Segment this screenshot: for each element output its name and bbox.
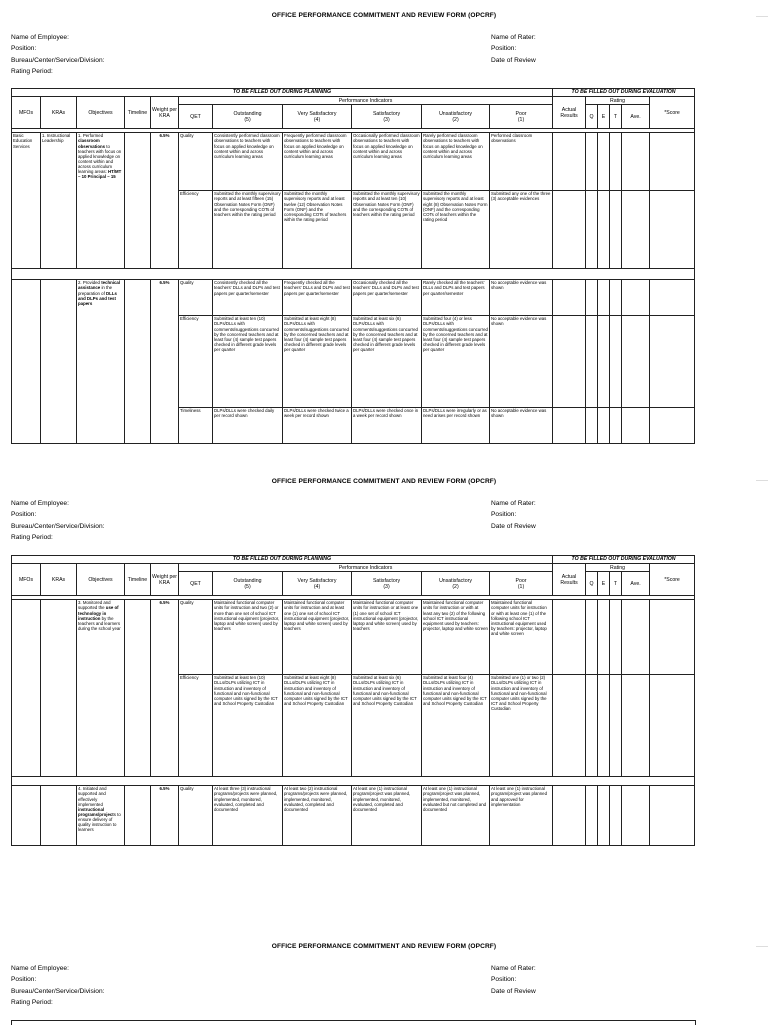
weight-cell: 6.5% bbox=[151, 600, 179, 777]
indicator-cell: Maintained functional computer units for instruction or with at least one (1) of the following school ICT instructional equipment used by teachers: projector, laptop and white screen bbox=[490, 600, 553, 675]
table-row bbox=[12, 280, 695, 316]
rating-header: Rating bbox=[586, 564, 650, 572]
planning-header: TO BE FILLED OUT DURING PLANNING bbox=[12, 556, 553, 564]
indicator-cell: Maintained functional computer units for instruction or at least one (1) one set of school ICT instructional equipment (projector, laptop and white screen) used by teachers bbox=[352, 600, 422, 675]
indicator-cell: Submitted at least six (6) DLLs/DLPs utilizing ICT in instruction and inventory of functional and non-functional computer units signed by the ICT and School Property Custodian bbox=[352, 675, 422, 777]
indicator-cell: Submitted any one of the three (3) acceptable evidences bbox=[490, 191, 553, 269]
rater-position-label: Position: bbox=[491, 976, 517, 984]
position-label: Position: bbox=[11, 511, 37, 519]
performance-indicators-header: Performance Indicators bbox=[179, 97, 553, 105]
indicator-cell: Consistently checked all the teachers' DLLs and DLPs and test papers per quarter/semester bbox=[213, 280, 283, 316]
page-edge-mark bbox=[756, 480, 768, 481]
table-row bbox=[12, 786, 695, 846]
indicator-cell: Maintained functional computer units for instruction and two (2) or more than one set of school ICT instructional equipment (projector, laptop and white screen) used by teachers bbox=[213, 600, 283, 675]
objectives-header: Objectives bbox=[77, 97, 125, 129]
qet-label: Efficiency bbox=[179, 675, 213, 777]
satisfactory-header: Satisfactory (3) bbox=[352, 105, 422, 129]
rater-position-label: Position: bbox=[491, 45, 517, 53]
qet-label: Quality bbox=[179, 600, 213, 675]
timeline-header: Timeline bbox=[125, 97, 151, 129]
poor-header: Poor (1) bbox=[490, 572, 553, 596]
rating-period-label: Rating Period: bbox=[11, 533, 53, 541]
indicator-cell: Consistently performed classroom observations to teachers with focus on applied knowledge on content within and across curriculum learning areas bbox=[213, 133, 283, 191]
table-row bbox=[12, 133, 695, 191]
objective-cell: 4. Initiated and supported and effectively implemented instructional programs/projects to ensure delivery of quality instruction to learners bbox=[77, 786, 125, 846]
indicator-cell: At least one (1) instructional program/project was planned and approved for implementation bbox=[490, 786, 553, 846]
weight-cell: 6.5% bbox=[151, 786, 179, 846]
rater-position-label: Position: bbox=[491, 511, 517, 519]
indicator-cell: Occasionally checked all the teachers' DLLs and DLPs and test papers per quarter/semester bbox=[352, 280, 422, 316]
employee-info-left bbox=[11, 963, 104, 1008]
outstanding-header: Outstanding (5) bbox=[213, 572, 283, 596]
form-title: OFFICE PERFORMANCE COMMITMENT AND REVIEW FORM (OPCRF) bbox=[271, 12, 497, 19]
mfos-header: MFOs bbox=[12, 97, 41, 129]
employee-name-label: Name of Employee: bbox=[11, 965, 69, 972]
indicator-cell: Frequently performed classroom observations to teachers with focus on applied knowledge on content within and across curriculum learning areas bbox=[283, 133, 352, 191]
indicator-cell: Submitted at least ten (10) DLLs/DLPs utilizing ICT in instruction and inventory of functional and non-functional computer units signed by the ICT and School Property Custodian bbox=[213, 675, 283, 777]
rater-info-right bbox=[491, 32, 536, 66]
qet-label: Quality bbox=[179, 280, 213, 316]
weight-cell: 6.5% bbox=[151, 133, 179, 269]
objective-cell: 3. Monitored and supported the use of technology in instruction by the teachers and learners during the school year bbox=[77, 600, 125, 777]
kras-header: KRAs bbox=[41, 564, 77, 596]
indicator-cell: Submitted one (1) or two (2) DLLs/DLPs utilizing ICT in instruction and inventory of functional and non-functional computer units signed by the ICT and School Property Custodian bbox=[490, 675, 553, 777]
performance-indicators-header: Performance Indicators bbox=[179, 564, 553, 572]
actual-results-header: Actual Results bbox=[553, 564, 586, 596]
employee-info-left bbox=[11, 498, 104, 543]
indicator-cell: Rarely checked all the teachers' DLLs and DLPs and test papers per quarter/semester bbox=[422, 280, 490, 316]
weight-header: Weight per KRA bbox=[151, 97, 179, 129]
position-label: Position: bbox=[11, 976, 37, 984]
indicator-cell: No acceptable evidence was shown bbox=[490, 408, 553, 444]
evaluation-header: TO BE FILLED OUT DURING EVALUATION bbox=[553, 89, 695, 97]
indicator-cell: Submitted the monthly supervisory reports and at least ten (10) Observation Notes Form (ONF) and the corresponding COTs of teachers within the rating period bbox=[352, 191, 422, 269]
indicator-cell: Submitted at least four (4) DLLs/DLPs utilizing ICT in instruction and inventory of functional and non-functional computer units signed by the ICT and School Property Custodian bbox=[422, 675, 490, 777]
employee-name-label: Name of Employee: bbox=[11, 34, 69, 41]
indicator-cell: Rarely performed classroom observations to teachers with focus on applied knowledge on content within and across curriculum learning areas bbox=[422, 133, 490, 191]
unsatisfactory-header: Unsatisfactory (2) bbox=[422, 105, 490, 129]
indicator-cell: Maintained functional computer units for instruction and at least one (1) one set of school ICT instructional equipment (projector, laptop and white screen) used by teachers bbox=[283, 600, 352, 675]
page-edge-mark bbox=[756, 946, 768, 947]
rater-info-right bbox=[491, 963, 536, 997]
indicator-cell: DLPs/DLLs were checked daily per record shown bbox=[213, 408, 283, 444]
kras-header: KRAs bbox=[41, 97, 77, 129]
qet-header: QET bbox=[179, 105, 213, 129]
indicator-cell: Submitted at least eight (8) DLPs/DLLs with comments/suggestions concurred by the concerned teachers and at least four (4) sample test papers checked in different grade levels per quarter bbox=[283, 316, 352, 408]
rater-name-label: Name of Rater: bbox=[491, 34, 536, 41]
score-header: *Score bbox=[650, 564, 695, 596]
bureau-label: Bureau/Center/Service/Division: bbox=[11, 987, 105, 995]
date-of-review-label: Date of Review bbox=[491, 987, 536, 995]
qet-label: Timeliness bbox=[179, 408, 213, 444]
form-title: OFFICE PERFORMANCE COMMITMENT AND REVIEW FORM (OPCRF) bbox=[271, 943, 497, 950]
ave-header: Ave. bbox=[622, 572, 650, 596]
qet-label: Efficiency bbox=[179, 191, 213, 269]
table-top-edge bbox=[11, 1020, 696, 1025]
score-header: *Score bbox=[650, 97, 695, 129]
e-header: E bbox=[598, 572, 610, 596]
indicator-cell: DLPs/DLLs were checked once in a week per record shown bbox=[352, 408, 422, 444]
indicator-cell: Occasionally performed classroom observations to teachers with focus on applied knowledge on content within and across curriculum learning areas bbox=[352, 133, 422, 191]
indicator-cell: Submitted the monthly supervisory reports and at least twelve (12) Observation Notes Form (ONF) and the corresponding COTs of teachers within the rating period bbox=[283, 191, 352, 269]
weight-header: Weight per KRA bbox=[151, 564, 179, 596]
indicator-cell: At least one (1) instructional program/project was planned, implemented, monitored, evaluated, completed and documented bbox=[352, 786, 422, 846]
date-of-review-label: Date of Review bbox=[491, 522, 536, 530]
qet-header: QET bbox=[179, 572, 213, 596]
rating-period-label: Rating Period: bbox=[11, 67, 53, 75]
kra-cell: 1. Instructional Leadership bbox=[41, 133, 77, 269]
indicator-cell: No acceptable evidence was shown bbox=[490, 280, 553, 316]
objective-cell: 1. Performed classroom observations to teachers with focus on applied knowledge on content within and across curriculum learning areas: HT/MT – 10 Principal – 15 bbox=[77, 133, 125, 269]
indicator-cell: At least one (1) instructional program/project was planned, implemented, monitored, evaluated but not completed and documented bbox=[422, 786, 490, 846]
indicator-cell: DLPs/DLLs were irregularly or as need arises per record shown bbox=[422, 408, 490, 444]
indicator-cell: Frequently checked all the teachers' DLLs and DLPs and test papers per quarter/semester bbox=[283, 280, 352, 316]
opcrf-table-page2 bbox=[11, 555, 695, 846]
bureau-label: Bureau/Center/Service/Division: bbox=[11, 56, 105, 64]
indicator-cell: Submitted the monthly supervisory reports and at least fifteen (15) Observation Notes Form (ONF) and the corresponding COTs of teachers within the rating period bbox=[213, 191, 283, 269]
opcrf-table-page1 bbox=[11, 88, 695, 444]
rating-header: Rating bbox=[586, 97, 650, 105]
table-row bbox=[12, 600, 695, 675]
indicator-cell: DLPs/DLLs were checked twice a week per record shown bbox=[283, 408, 352, 444]
indicator-cell: Performed classroom observations bbox=[490, 133, 553, 191]
objectives-header: Objectives bbox=[77, 564, 125, 596]
q-header: Q bbox=[586, 572, 598, 596]
rater-info-right bbox=[491, 498, 536, 532]
qet-label: Quality bbox=[179, 786, 213, 846]
page-edge-mark bbox=[756, 16, 768, 17]
date-of-review-label: Date of Review bbox=[491, 56, 536, 64]
bureau-label: Bureau/Center/Service/Division: bbox=[11, 522, 105, 530]
indicator-cell: At least two (2) instructional programs/projects were planned, implemented, monitored, evaluated, completed and documented bbox=[283, 786, 352, 846]
e-header: E bbox=[598, 105, 610, 129]
weight-cell: 6.5% bbox=[151, 280, 179, 444]
indicator-cell: No acceptable evidence was shown bbox=[490, 316, 553, 408]
poor-header: Poor (1) bbox=[490, 105, 553, 129]
rater-name-label: Name of Rater: bbox=[491, 965, 536, 972]
planning-header: TO BE FILLED OUT DURING PLANNING bbox=[12, 89, 553, 97]
indicator-cell: Maintained functional computer units for instruction or with at least any two (2) of the following school ICT instructional equipment used by teachers: projector, laptop and white screen bbox=[422, 600, 490, 675]
form-title: OFFICE PERFORMANCE COMMITMENT AND REVIEW FORM (OPCRF) bbox=[271, 478, 497, 485]
t-header: T bbox=[610, 105, 622, 129]
indicator-cell: Submitted at least ten (10) DLPs/DLLs with comments/suggestions concurred by the concerned teachers and at least four (4) sample test papers checked in different grade levels per quarter bbox=[213, 316, 283, 408]
timeline-header: Timeline bbox=[125, 564, 151, 596]
position-label: Position: bbox=[11, 45, 37, 53]
indicator-cell: Submitted at least eight (8) DLLs/DLPs utilizing ICT in instruction and inventory of functional and non-functional computer units signed by the ICT and School Property Custodian bbox=[283, 675, 352, 777]
indicator-cell: Submitted four (4) or less DLPs/DLLs with comments/suggestions concurred by the concerned teachers and at least four (4) sample test papers checked in different grade levels per quarter bbox=[422, 316, 490, 408]
mfos-header: MFOs bbox=[12, 564, 41, 596]
ave-header: Ave. bbox=[622, 105, 650, 129]
indicator-cell: At least three (3) instructional programs/projects were planned, implemented, monitored, evaluated, completed and documented bbox=[213, 786, 283, 846]
evaluation-header: TO BE FILLED OUT DURING EVALUATION bbox=[553, 556, 695, 564]
indicator-cell: Submitted at least six (6) DLPs/DLLs with comments/suggestions concurred by the concerned teachers and at least four (4) sample test papers checked in different grade levels per quarter bbox=[352, 316, 422, 408]
unsatisfactory-header: Unsatisfactory (2) bbox=[422, 572, 490, 596]
employee-info-left bbox=[11, 32, 104, 77]
rating-period-label: Rating Period: bbox=[11, 998, 53, 1006]
qet-label: Quality bbox=[179, 133, 213, 191]
rater-name-label: Name of Rater: bbox=[491, 500, 536, 507]
qet-label: Efficiency bbox=[179, 316, 213, 408]
t-header: T bbox=[610, 572, 622, 596]
very-satisfactory-header: Very Satisfactory (4) bbox=[283, 105, 352, 129]
indicator-cell: Submitted the monthly supervisory reports and at least eight (8) Observation Notes Form (ONF) and the corresponding COTs of teachers within the rating period bbox=[422, 191, 490, 269]
employee-name-label: Name of Employee: bbox=[11, 500, 69, 507]
mfo-cell: Basic Education Services bbox=[12, 133, 41, 269]
outstanding-header: Outstanding (5) bbox=[213, 105, 283, 129]
q-header: Q bbox=[586, 105, 598, 129]
very-satisfactory-header: Very Satisfactory (4) bbox=[283, 572, 352, 596]
objective-cell: 2. Provided technical assistance in the preparation of DLLs and DLPs and test papers bbox=[77, 280, 125, 444]
actual-results-header: Actual Results bbox=[553, 97, 586, 129]
satisfactory-header: Satisfactory (3) bbox=[352, 572, 422, 596]
